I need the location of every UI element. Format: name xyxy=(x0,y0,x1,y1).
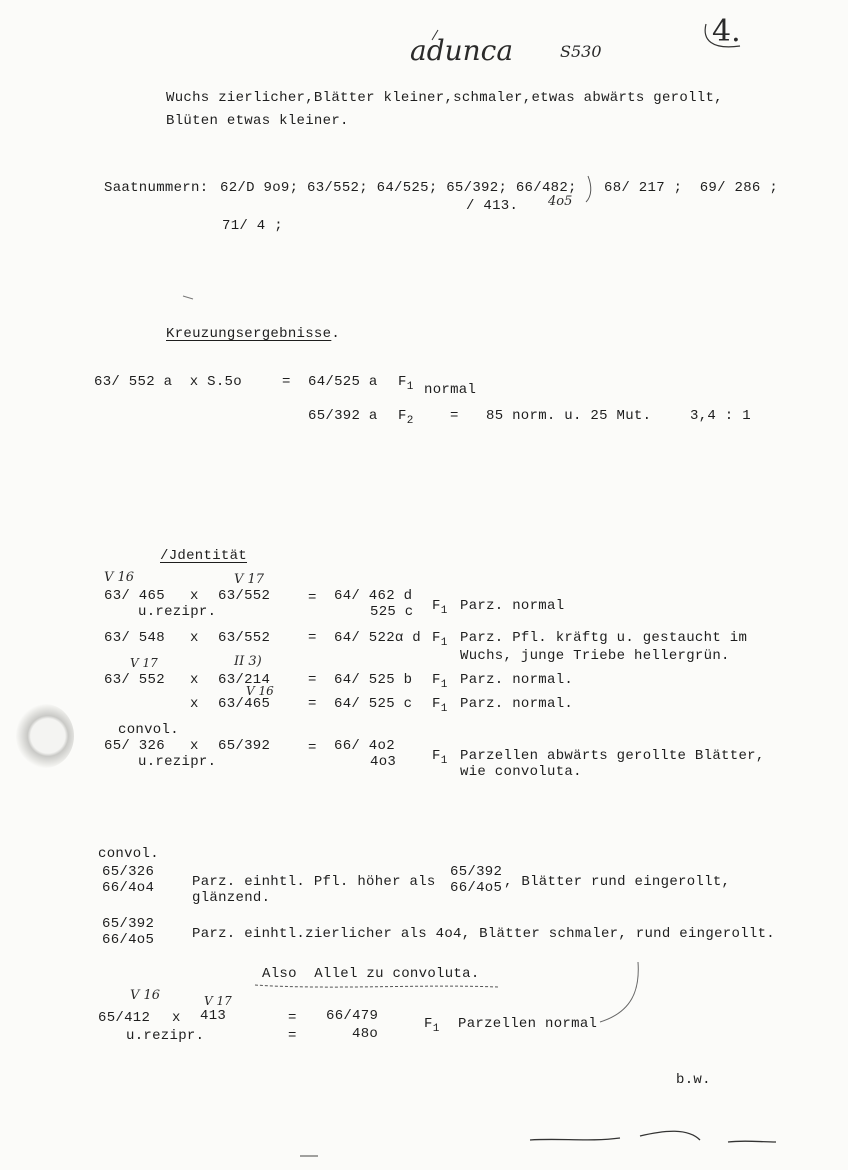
hand-note: V 17 xyxy=(234,572,265,587)
cross-result: 64/ 462 d xyxy=(334,588,413,604)
f-letter: F xyxy=(432,598,441,614)
last-generation xyxy=(424,1016,440,1037)
cross-parent-b: 63/552 xyxy=(218,588,271,604)
cross-generation xyxy=(432,672,448,693)
cross-x: x xyxy=(190,630,199,646)
cross-eq: = xyxy=(308,590,317,606)
last-x: x xyxy=(172,1010,181,1026)
cross-parent-a: 63/ 465 xyxy=(104,588,165,604)
kreuzung-row1-left: 63/ 552 a x S.5o xyxy=(94,374,242,390)
cross-parent-a: 65/ 326 xyxy=(104,738,165,754)
cross-eq: = xyxy=(308,630,317,646)
f-letter: F xyxy=(432,672,441,688)
convol-label: convol. xyxy=(98,846,159,862)
cross-result: 64/ 522α d xyxy=(334,630,422,646)
cross-parent-b: 63/552 xyxy=(218,630,271,646)
kreuzung-row2-result: 65/392 a xyxy=(308,408,378,424)
f-letter: F xyxy=(432,630,441,646)
cross-prefix: convol. xyxy=(118,722,179,738)
hand-note: V 16 xyxy=(246,684,274,698)
convol-b1-frac-bot: 66/4o5 xyxy=(450,880,503,896)
kreuzung-heading: Kreuzungsergebnisse. xyxy=(166,326,341,342)
cross-x: x xyxy=(190,672,199,688)
last-text: Parzellen normal xyxy=(458,1016,598,1032)
convol-b1-frac-top: 65/392 xyxy=(450,864,503,880)
cross-parent-a: 63/ 552 xyxy=(104,672,165,688)
f-letter: F xyxy=(424,1016,433,1032)
saatnummern-sub: / 413. xyxy=(466,198,519,214)
last-result-1: 66/479 xyxy=(326,1008,379,1024)
cross-text: Parz. Pfl. kräftg u. gestaucht im xyxy=(460,630,748,646)
also-allel-line: Also Allel zu convoluta. xyxy=(262,966,480,982)
handwritten-code: S530 xyxy=(560,42,602,61)
convol-b2-text: Parz. einhtl.zierlicher als 4o4, Blätter schmaler, rund eingerollt. xyxy=(192,926,775,942)
last-recip: u.rezipr. xyxy=(126,1028,205,1044)
cross-recip: u.rezipr. xyxy=(138,604,217,620)
saatnummern-line-2: 71/ 4 ; xyxy=(222,218,283,234)
convol-b1-n2: 66/4o4 xyxy=(102,880,155,896)
cross-text: Parz. normal. xyxy=(460,696,574,712)
page-number: 4. xyxy=(712,14,741,49)
kreuzung-row1-eq: = xyxy=(282,374,291,390)
convol-b1-text-b: , Blätter rund eingerollt, xyxy=(504,874,731,890)
cross-result: 66/ 4o2 xyxy=(334,738,395,754)
cross-x: x xyxy=(190,738,199,754)
cross-parent-b: 63/214 xyxy=(218,672,271,688)
f-letter: F xyxy=(432,696,441,712)
cross-recip: u.rezipr. xyxy=(138,754,217,770)
saatnummern-values: 62/D 9o9; 63/552; 64/525; 65/392; 66/482; xyxy=(220,180,577,196)
kreuzung-row1-generation xyxy=(398,374,414,395)
f-subscript: 2 xyxy=(406,415,414,427)
kreuzung-row2-tail: 85 norm. u. 25 Mut. xyxy=(486,408,652,424)
cross-eq: = xyxy=(308,672,317,688)
cross-text: Parz. normal xyxy=(460,598,565,614)
hand-note: II 3) xyxy=(234,654,262,669)
cross-parent-b: 63/465 xyxy=(218,696,271,712)
convol-b1-n1: 65/326 xyxy=(102,864,155,880)
cross-result-2: 525 c xyxy=(370,604,414,620)
handwritten-title: adunca xyxy=(410,34,514,67)
f-subscript: 1 xyxy=(406,381,414,393)
f-letter: F xyxy=(398,408,407,424)
cross-text: Parzellen abwärts gerollte Blätter, xyxy=(460,748,765,764)
last-result-2: 48o xyxy=(352,1026,379,1042)
f-subscript: 1 xyxy=(440,679,448,691)
hand-note: V 16 xyxy=(104,570,135,585)
f-subscript: 1 xyxy=(440,755,448,767)
cross-result: 64/ 525 c xyxy=(334,696,413,712)
saatnummern-values-2: 68/ 217 ; 69/ 286 ; xyxy=(604,180,779,196)
punch-hole xyxy=(16,704,74,768)
cross-text-2: wie convoluta. xyxy=(460,764,582,780)
cross-generation xyxy=(432,696,448,717)
convol-b2-n2: 66/4o5 xyxy=(102,932,155,948)
cross-x: x xyxy=(190,588,199,604)
kreuzung-heading-text: Kreuzungsergebnisse xyxy=(166,326,332,342)
convol-b1-text-a: Parz. einhtl. Pfl. höher als xyxy=(192,874,436,890)
footer-bw: b.w. xyxy=(676,1072,711,1088)
convol-b1-text-2: glänzend. xyxy=(192,890,271,906)
cross-generation xyxy=(432,630,448,651)
convol-b2-n1: 65/392 xyxy=(102,916,155,932)
cross-generation xyxy=(432,598,448,619)
kreuzung-row1-result: 64/525 a xyxy=(308,374,378,390)
last-parent-b: 413 xyxy=(200,1008,227,1024)
f-letter: F xyxy=(398,374,407,390)
cross-text: Parz. normal. xyxy=(460,672,574,688)
hand-note: V 17 xyxy=(130,656,158,670)
cross-text-2: Wuchs, junge Triebe hellergrün. xyxy=(460,648,730,664)
hand-note: V 16 xyxy=(130,988,161,1003)
hand-note: V 17 xyxy=(204,994,232,1008)
kreuzung-row2-ratio: 3,4 : 1 xyxy=(690,408,751,424)
cross-x: x xyxy=(190,696,199,712)
last-parent-a: 65/412 xyxy=(98,1010,151,1026)
cross-eq: = xyxy=(308,740,317,756)
f-subscript: 1 xyxy=(440,703,448,715)
saatnummern-hand-note: 4o5 xyxy=(548,194,573,209)
kreuzung-row2-eq: = xyxy=(450,408,459,424)
kreuzung-row2-generation xyxy=(398,408,414,429)
f-subscript: 1 xyxy=(440,637,448,649)
saatnummern-label: Saatnummern: xyxy=(104,180,209,196)
last-eq-2: = xyxy=(288,1028,297,1044)
f-subscript: 1 xyxy=(440,605,448,617)
cross-eq: = xyxy=(308,696,317,712)
cross-result-2: 4o3 xyxy=(370,754,397,770)
intro-line-1: Wuchs zierlicher,Blätter kleiner,schmaler,etwas abwärts gerollt, xyxy=(166,90,723,106)
last-eq-1: = xyxy=(288,1010,297,1026)
cross-parent-b: 65/392 xyxy=(218,738,271,754)
kreuzung-row1-tail: normal xyxy=(424,382,477,398)
cross-parent-a: 63/ 548 xyxy=(104,630,165,646)
cross-result: 64/ 525 b xyxy=(334,672,413,688)
intro-line-2: Blüten etwas kleiner. xyxy=(166,113,349,129)
cross-generation xyxy=(432,748,448,769)
identitaet-heading: /Jdentität xyxy=(160,548,248,564)
f-letter: F xyxy=(432,748,441,764)
f-subscript: 1 xyxy=(432,1023,440,1035)
